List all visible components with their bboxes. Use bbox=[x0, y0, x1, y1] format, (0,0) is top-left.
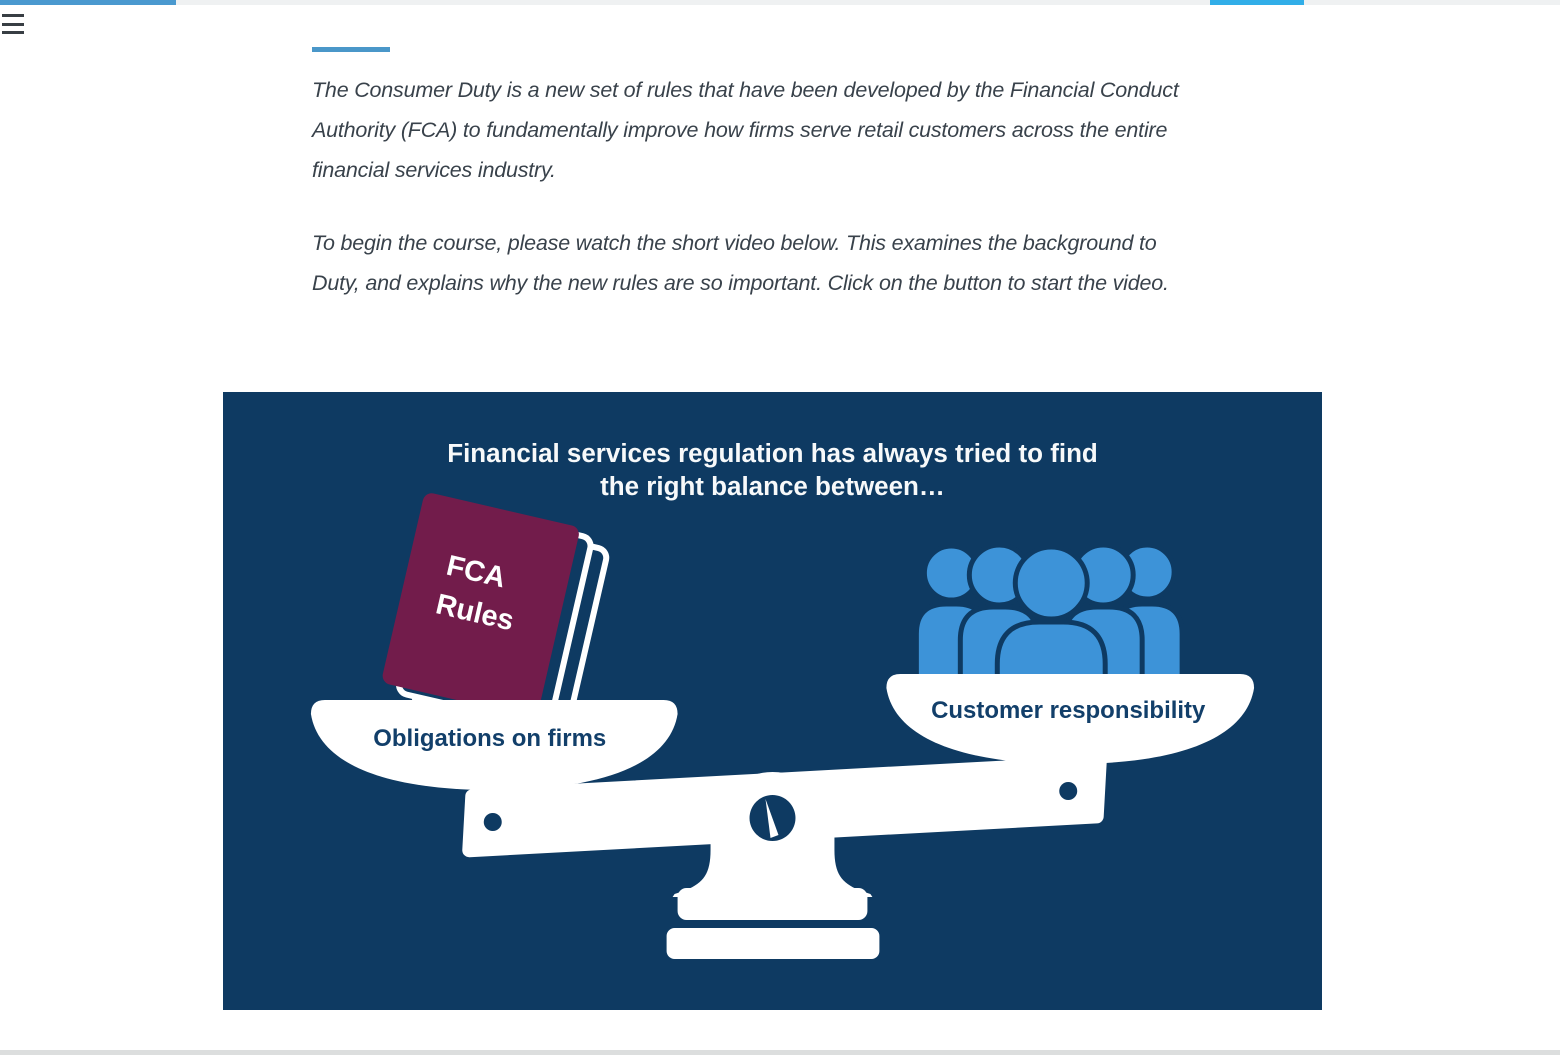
illustration-title-line-2: the right balance between… bbox=[600, 470, 945, 502]
stand-plinth bbox=[667, 928, 880, 959]
crowd-icon bbox=[916, 545, 1182, 682]
right-pivot bbox=[1059, 782, 1077, 800]
progress-bar-track bbox=[0, 0, 1560, 5]
book-label-line-1: FCA bbox=[443, 549, 509, 595]
video-frame[interactable] bbox=[223, 392, 1322, 1010]
illustration-title-line-1: Financial services regulation has always tried to find bbox=[447, 437, 1098, 469]
stand-base bbox=[678, 888, 868, 920]
right-pan-label: Customer responsibility bbox=[931, 696, 1206, 725]
left-pivot bbox=[484, 813, 502, 831]
left-pan-label: Obligations on firms bbox=[373, 724, 607, 753]
balance-illustration bbox=[223, 392, 1322, 1010]
person-head bbox=[1015, 547, 1087, 619]
book-label-line-2: Rules bbox=[432, 588, 517, 638]
intro-paragraph-1: The Consumer Duty is a new set of rules that have been developed by the Financial Conduct Authority (FCA) to fundamentally improve how firms serve retail customers across the entire financial services industry. bbox=[312, 78, 1179, 182]
hamburger-icon bbox=[2, 14, 24, 17]
person-body bbox=[997, 622, 1105, 682]
hamburger-icon bbox=[2, 23, 24, 26]
menu-button[interactable] bbox=[2, 13, 28, 35]
hamburger-icon bbox=[2, 31, 24, 34]
progress-segment-left bbox=[0, 0, 176, 5]
accent-line bbox=[312, 47, 390, 52]
progress-segment-right bbox=[1210, 0, 1304, 5]
intro-paragraph-2: To begin the course, please watch the short video below. This examines the background to Duty, and explains why the new rules are so important. Click on the button to start the video. bbox=[312, 231, 1169, 295]
footer-bar bbox=[0, 1050, 1560, 1055]
